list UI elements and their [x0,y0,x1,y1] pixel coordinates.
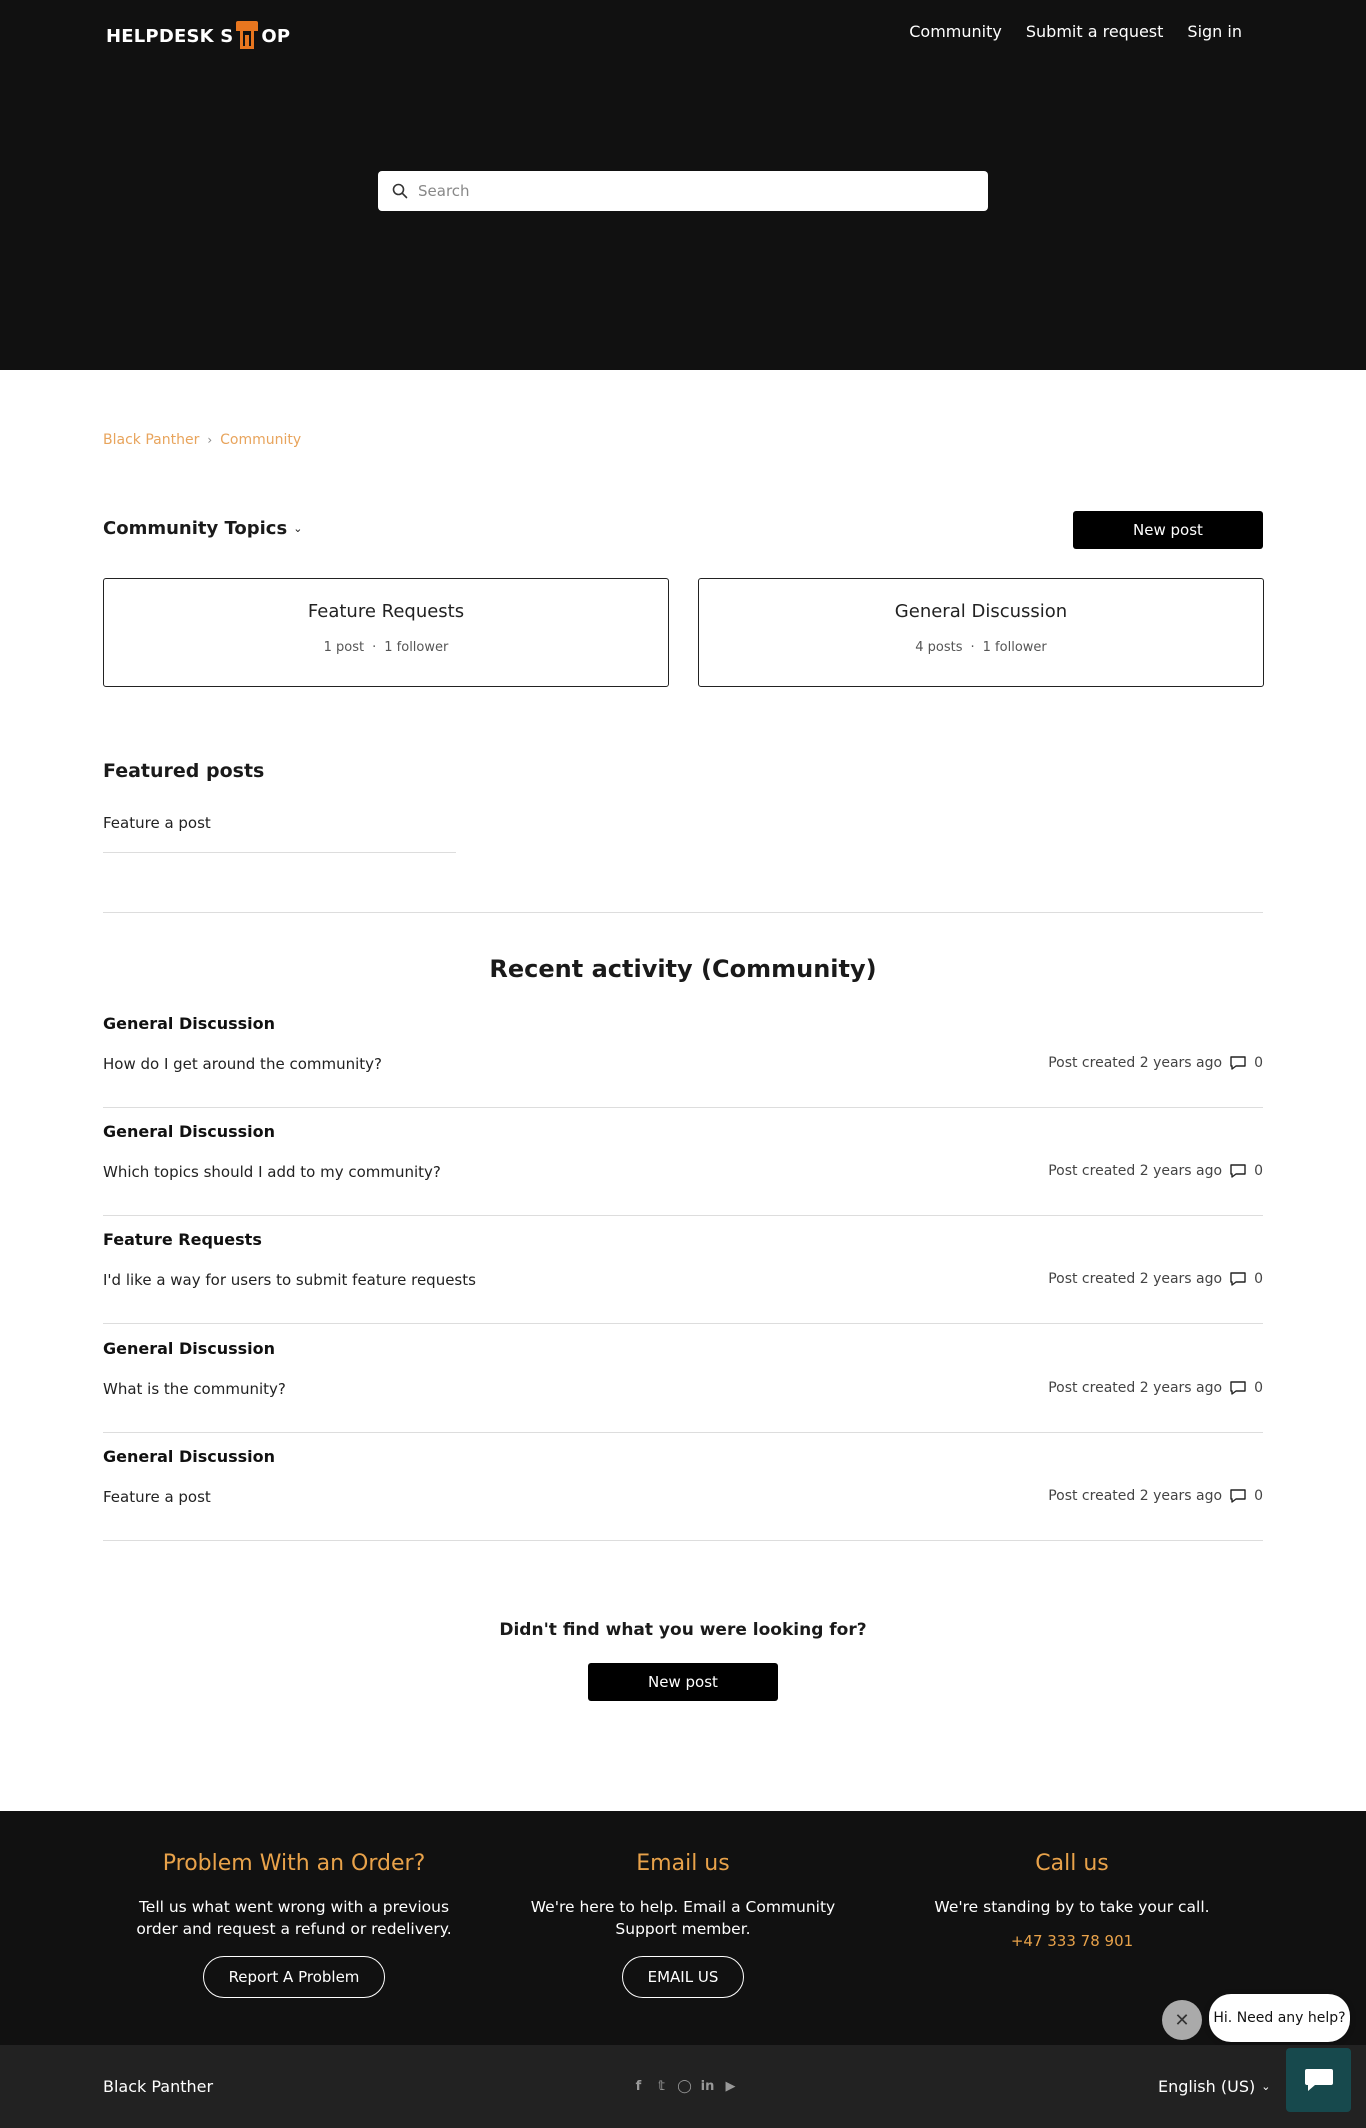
dot-separator: · [372,640,377,655]
activity-item [103,1000,1263,1108]
comment-icon [1230,1056,1246,1070]
topic-post-count: 4 posts [915,640,963,655]
activity-item [103,1325,1263,1433]
breadcrumb-community[interactable]: Community [220,432,302,448]
activity-item [103,1216,1263,1324]
chat-launcher-button[interactable] [1286,2048,1351,2112]
logo[interactable] [106,16,290,56]
footer-column-title: Email us [636,1851,730,1876]
nav-submit-request[interactable]: Submit a request [1025,22,1164,41]
dot-separator: · [970,640,975,655]
footer-column-title: Problem With an Order? [162,1851,426,1876]
activity-item [103,1108,1263,1216]
close-icon: ✕ [1174,2009,1190,2031]
topic-stats [699,640,1263,655]
activity-post-link[interactable]: Feature a post [103,1488,211,1506]
email-us-button[interactable]: EMAIL US [622,1956,745,1998]
shop-icon [234,21,260,51]
footer-contact [0,1811,1366,2045]
chat-icon [1303,2067,1335,2093]
topic-card-general-discussion[interactable] [698,578,1264,687]
chevron-down-icon: ⌄ [293,522,303,535]
phone-number-link[interactable]: +47 333 78 901 [1010,1932,1134,1950]
footer-column-text: We're standing by to take your call. [934,1898,1210,1916]
comment-icon [1230,1272,1246,1286]
topic-card-feature-requests[interactable] [103,578,669,687]
activity-meta [1048,1055,1263,1071]
topic-name: General Discussion [894,601,1068,622]
new-post-button-bottom[interactable]: New post [588,1663,778,1701]
hero-header [0,0,1366,370]
youtube-icon[interactable]: ▶ [725,2079,736,2094]
new-post-button[interactable]: New post [1073,511,1263,549]
report-problem-button[interactable]: Report A Problem [203,1956,386,1998]
activity-timestamp: Post created 2 years ago [1048,1055,1223,1071]
community-topics-dropdown[interactable] [103,518,302,539]
language-selector[interactable] [1158,2045,1270,2128]
search-input[interactable] [418,182,978,200]
comment-icon [1230,1164,1246,1178]
activity-topic-link[interactable]: General Discussion [103,1122,276,1141]
language-label: English (US) [1158,2077,1256,2096]
topic-name: Feature Requests [307,601,465,622]
activity-meta [1048,1380,1263,1396]
activity-timestamp: Post created 2 years ago [1048,1380,1223,1396]
activity-timestamp: Post created 2 years ago [1048,1488,1223,1504]
footer-column-email [513,1851,853,1998]
activity-post-link[interactable]: What is the community? [103,1380,286,1398]
activity-timestamp: Post created 2 years ago [1048,1271,1223,1287]
activity-comment-count: 0 [1254,1380,1263,1396]
social-links [631,2045,738,2128]
search-box [378,171,988,211]
activity-comment-count: 0 [1254,1488,1263,1504]
activity-meta [1048,1163,1263,1179]
didnt-find-text: Didn't find what you were looking for? [499,1620,867,1640]
nav-community[interactable]: Community [909,22,1002,41]
chat-greeting-bubble[interactable]: Hi. Need any help? [1209,1994,1350,2042]
featured-posts-title: Featured posts [103,760,265,782]
activity-post-link[interactable]: I'd like a way for users to submit feature requests [103,1271,476,1289]
logo-text-right: OP [261,25,291,47]
breadcrumb-black-panther[interactable]: Black Panther [103,432,200,448]
topic-follower-count: 1 follower [982,640,1047,655]
activity-meta [1048,1488,1263,1504]
footer-column-call [902,1851,1242,1950]
nav-sign-in[interactable]: Sign in [1187,22,1242,41]
activity-topic-link[interactable]: General Discussion [103,1014,276,1033]
activity-topic-link[interactable]: General Discussion [103,1339,276,1358]
featured-post-link[interactable]: Feature a post [103,814,456,853]
activity-comment-count: 0 [1254,1055,1263,1071]
footer-column-text: We're here to help. Email a Community Support member. [530,1898,836,1938]
footer-brand: Black Panther [103,2077,214,2096]
comment-icon [1230,1381,1246,1395]
topic-stats [104,640,668,655]
community-topics-title: Community Topics [103,518,288,539]
activity-post-link[interactable]: How do I get around the community? [103,1055,382,1073]
activity-comment-count: 0 [1254,1163,1263,1179]
breadcrumb [103,432,301,448]
logo-text-left: HELPDESK S [106,25,234,47]
top-nav [909,22,1242,41]
topic-post-count: 1 post [323,640,365,655]
comment-icon [1230,1489,1246,1503]
section-divider [103,912,1263,913]
footer-column-title: Call us [1035,1851,1109,1876]
chevron-down-icon: ⌄ [1261,2080,1271,2093]
recent-activity-title: Recent activity (Community) [489,955,877,983]
footer-bottom [0,2045,1366,2128]
linkedin-icon[interactable]: in [700,2079,715,2094]
activity-timestamp: Post created 2 years ago [1048,1163,1223,1179]
footer-column-text: Tell us what went wrong with a previous order and request a refund or redelivery. [136,1898,452,1938]
chevron-right-icon: › [207,433,213,447]
topic-follower-count: 1 follower [384,640,449,655]
activity-comment-count: 0 [1254,1271,1263,1287]
chat-close-button[interactable] [1162,2000,1202,2040]
activity-topic-link[interactable]: Feature Requests [103,1230,262,1249]
instagram-icon[interactable]: ◯ [677,2079,692,2094]
footer-column-problem [124,1851,464,1998]
activity-post-link[interactable]: Which topics should I add to my community? [103,1163,441,1181]
activity-meta [1048,1271,1263,1287]
twitter-icon[interactable]: 𝕥 [658,2079,665,2094]
activity-item [103,1433,1263,1541]
activity-topic-link[interactable]: General Discussion [103,1447,276,1466]
facebook-icon[interactable]: f [635,2079,642,2094]
search-icon [392,183,408,199]
